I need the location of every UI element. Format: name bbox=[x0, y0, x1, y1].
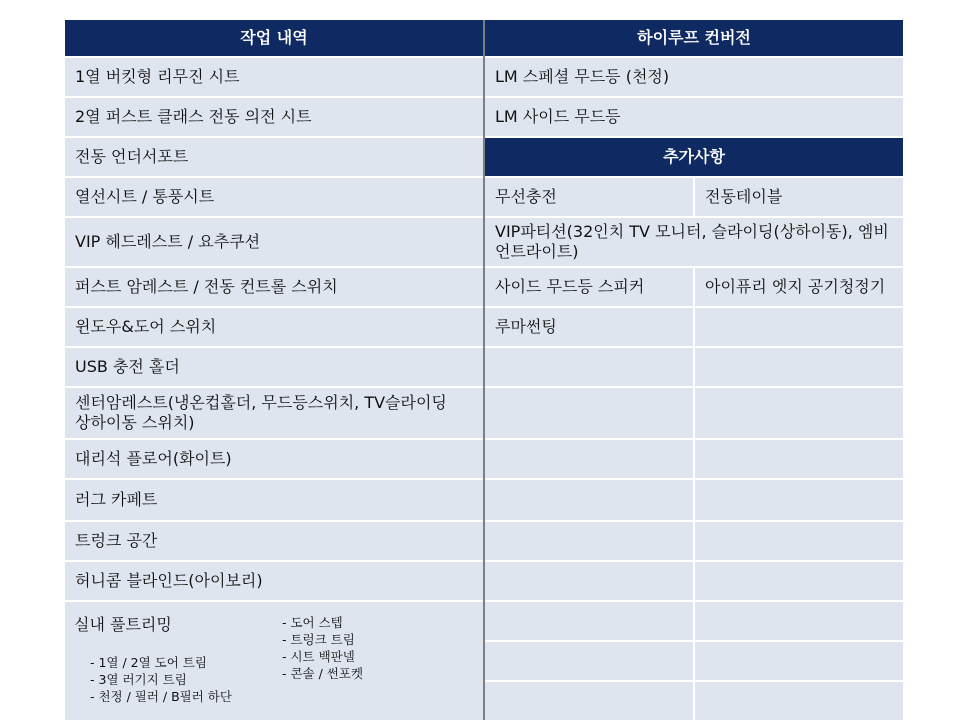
addition-item: 무선충전 bbox=[485, 178, 693, 216]
work-item: VIP 헤드레스트 / 요추쿠션 bbox=[65, 218, 483, 266]
empty-cell bbox=[485, 642, 693, 680]
work-item: 허니콤 블라인드(아이보리) bbox=[65, 562, 483, 600]
work-item: 러그 카페트 bbox=[65, 480, 483, 520]
trim-list-item: - 천정 / 필러 / B필러 하단 bbox=[90, 689, 232, 704]
empty-cell bbox=[695, 602, 903, 640]
header-high-roof: 하이루프 컨버전 bbox=[485, 20, 903, 56]
trim-title: 실내 풀트리밍 bbox=[74, 615, 172, 634]
empty-cell bbox=[485, 348, 693, 386]
empty-cell bbox=[485, 562, 693, 600]
work-item: 윈도우&도어 스위치 bbox=[65, 308, 483, 346]
empty-cell bbox=[485, 480, 693, 520]
trim-left-list bbox=[90, 654, 232, 705]
addition-item: 아이퓨리 엣지 공기청정기 bbox=[695, 268, 903, 306]
work-item: 센터암레스트(냉온컵홀더, 무드등스위치, TV슬라이딩 상하이동 스위치) bbox=[65, 388, 483, 438]
trim-list-item: - 1열 / 2열 도어 트림 bbox=[90, 655, 207, 670]
trim-list-item: - 콘솔 / 썬포켓 bbox=[282, 666, 364, 681]
empty-cell bbox=[695, 562, 903, 600]
trim-list-item: - 도어 스텝 bbox=[282, 615, 343, 630]
trim-list-item: - 시트 백판넬 bbox=[282, 649, 355, 664]
work-item: 2열 퍼스트 클래스 전동 의전 시트 bbox=[65, 98, 483, 136]
trim-list-item: - 트렁크 트림 bbox=[282, 632, 355, 647]
column-divider bbox=[483, 20, 485, 720]
high-roof-item: LM 스페셜 무드등 (천정) bbox=[485, 58, 903, 96]
empty-cell bbox=[695, 308, 903, 346]
empty-cell bbox=[695, 480, 903, 520]
work-item: 전동 언더서포트 bbox=[65, 138, 483, 176]
addition-item: 사이드 무드등 스피커 bbox=[485, 268, 693, 306]
empty-cell bbox=[695, 642, 903, 680]
empty-cell bbox=[695, 348, 903, 386]
empty-cell bbox=[485, 440, 693, 478]
empty-cell bbox=[695, 522, 903, 560]
empty-cell bbox=[695, 682, 903, 720]
addition-item: VIP파티션(32인치 TV 모니터, 슬라이딩(상하이동), 엠비언트라이트) bbox=[485, 218, 903, 266]
work-item: 열선시트 / 통풍시트 bbox=[65, 178, 483, 216]
trim-right-list bbox=[282, 614, 363, 682]
work-item: USB 충전 홀더 bbox=[65, 348, 483, 386]
work-item: 대리석 플로어(화이트) bbox=[65, 440, 483, 478]
empty-cell bbox=[485, 682, 693, 720]
high-roof-item: LM 사이드 무드등 bbox=[485, 98, 903, 136]
work-item: 퍼스트 암레스트 / 전동 컨트롤 스위치 bbox=[65, 268, 483, 306]
empty-cell bbox=[695, 388, 903, 438]
trim-list-item: - 3열 러기지 트림 bbox=[90, 672, 187, 687]
empty-cell bbox=[695, 440, 903, 478]
addition-item: 루마썬팅 bbox=[485, 308, 693, 346]
empty-cell bbox=[485, 602, 693, 640]
header-work-history: 작업 내역 bbox=[65, 20, 483, 56]
empty-cell bbox=[485, 388, 693, 438]
header-additions: 추가사항 bbox=[485, 138, 903, 176]
addition-item: 전동테이블 bbox=[695, 178, 903, 216]
work-item: 1열 버킷형 리무진 시트 bbox=[65, 58, 483, 96]
empty-cell bbox=[485, 522, 693, 560]
work-item: 트렁크 공간 bbox=[65, 522, 483, 560]
